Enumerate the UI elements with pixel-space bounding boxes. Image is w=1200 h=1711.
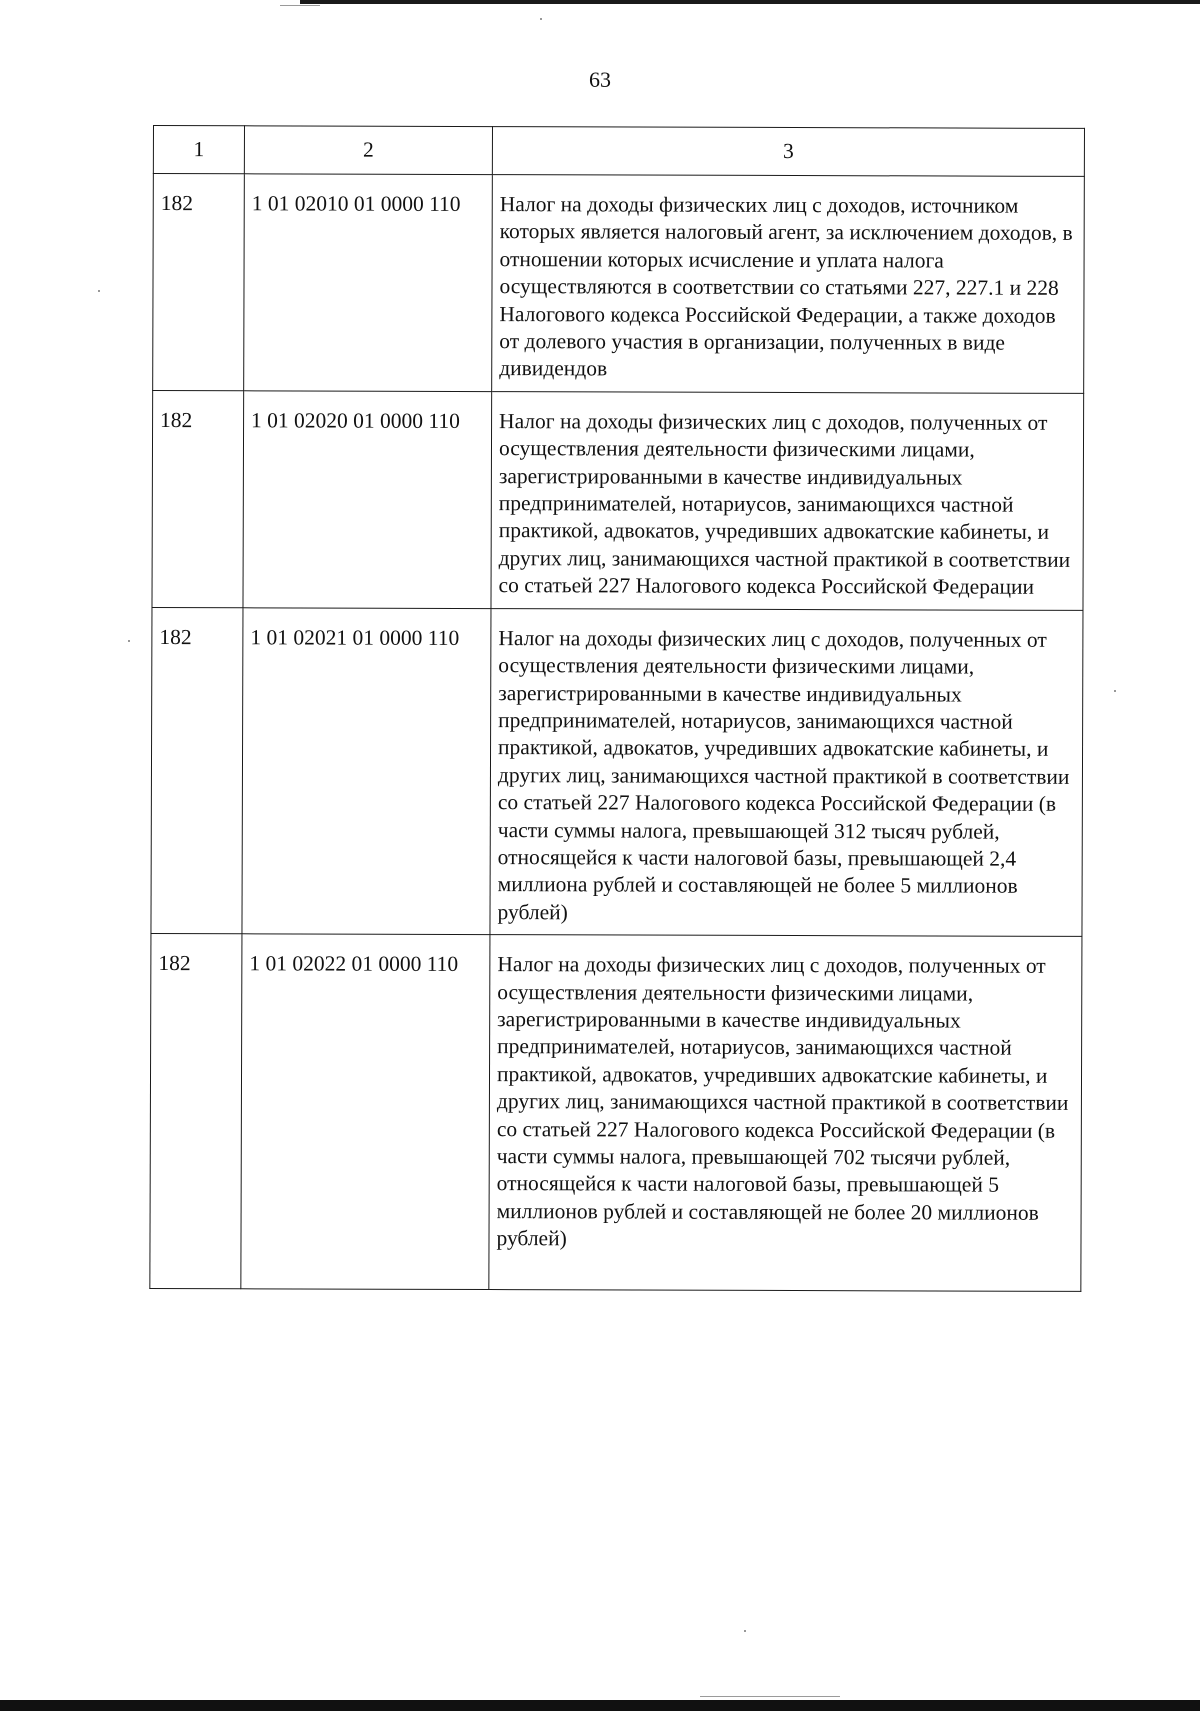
scan-speck: [1114, 690, 1116, 692]
header-col-3: 3: [492, 127, 1084, 177]
header-col-1: 1: [153, 126, 244, 174]
kbk-code-cell: 1 01 02020 01 0000 110: [243, 391, 492, 609]
kbk-code-cell: 1 01 02021 01 0000 110: [242, 607, 491, 934]
table-row: [152, 390, 1084, 610]
scan-speck: [128, 640, 130, 642]
scan-edge-bottom-faint: [700, 1696, 840, 1697]
scan-speck: [540, 18, 542, 20]
scan-speck: [98, 290, 100, 292]
description-cell: Налог на доходы физических лиц с доходов, полученных от осуществления деятельности физическими лицами, зарегистрированными в качестве индивидуальных предпринимателей, нотариусов, занимающихся частной практикой, адвокатов, учредивших адвокатские кабинеты, и других лиц, занимающихся частной практикой в соответствии со статьей 227 Налогового кодекса Российской Федерации: [491, 391, 1084, 610]
scan-edge-top: [300, 0, 1200, 4]
admin-code-cell: 182: [152, 390, 244, 607]
table-row: [151, 607, 1083, 936]
kbk-code-cell: 1 01 02022 01 0000 110: [241, 934, 490, 1289]
scan-speck: [744, 1630, 746, 1632]
scan-edge-top-faint: [280, 5, 320, 6]
admin-code-cell: 182: [150, 934, 242, 1289]
description-cell: Налог на доходы физических лиц с доходов, полученных от осуществления деятельности физическими лицами, зарегистрированными в качестве индивидуальных предпринимателей, нотариусов, занимающихся частной практикой, адвокатов, учредивших адвокатские кабинеты, и других лиц, занимающихся частной практикой в соответствии со статьей 227 Налогового кодекса Российской Федерации (в части суммы налога, превышающей 312 тысяч рублей, относящейся к части налоговой базы, превышающей 2,4 миллиона рублей и составляющей не более 5 миллионов рублей): [490, 608, 1083, 936]
header-col-2: 2: [244, 126, 492, 175]
table-row: [153, 174, 1085, 394]
table-header-row: [153, 126, 1084, 177]
admin-code-cell: 182: [151, 607, 243, 934]
admin-code-cell: 182: [153, 174, 245, 391]
scan-edge-bottom: [0, 1700, 1200, 1711]
budget-code-table: [149, 125, 1085, 1292]
description-cell: Налог на доходы физических лиц с доходов, полученных от осуществления деятельности физическими лицами, зарегистрированными в качестве индивидуальных предпринимателей, нотариусов, занимающихся частной практикой, адвокатов, учредивших адвокатские кабинеты, и других лиц, занимающихся частной практикой в соответствии со статьей 227 Налогового кодекса Российской Федерации (в части суммы налога, превышающей 702 тысячи рублей, относящейся к части налоговой базы, превышающей 5 миллионов рублей и составляющей не более 20 миллионов рублей): [489, 935, 1082, 1291]
kbk-code-cell: 1 01 02010 01 0000 110: [244, 174, 493, 392]
table-row: [150, 934, 1082, 1291]
page-number: 63: [589, 67, 611, 92]
description-cell: Налог на доходы физических лиц с доходов, источником которых является налоговый агент, за исключением доходов, в отношении которых исчисление и уплата налога осуществляются в соответствии со статьями 227, 227.1 и 228 Налогового кодекса Российской Федерации, а также доходов от долевого участия в организации, полученных в виде дивидендов: [492, 175, 1085, 394]
